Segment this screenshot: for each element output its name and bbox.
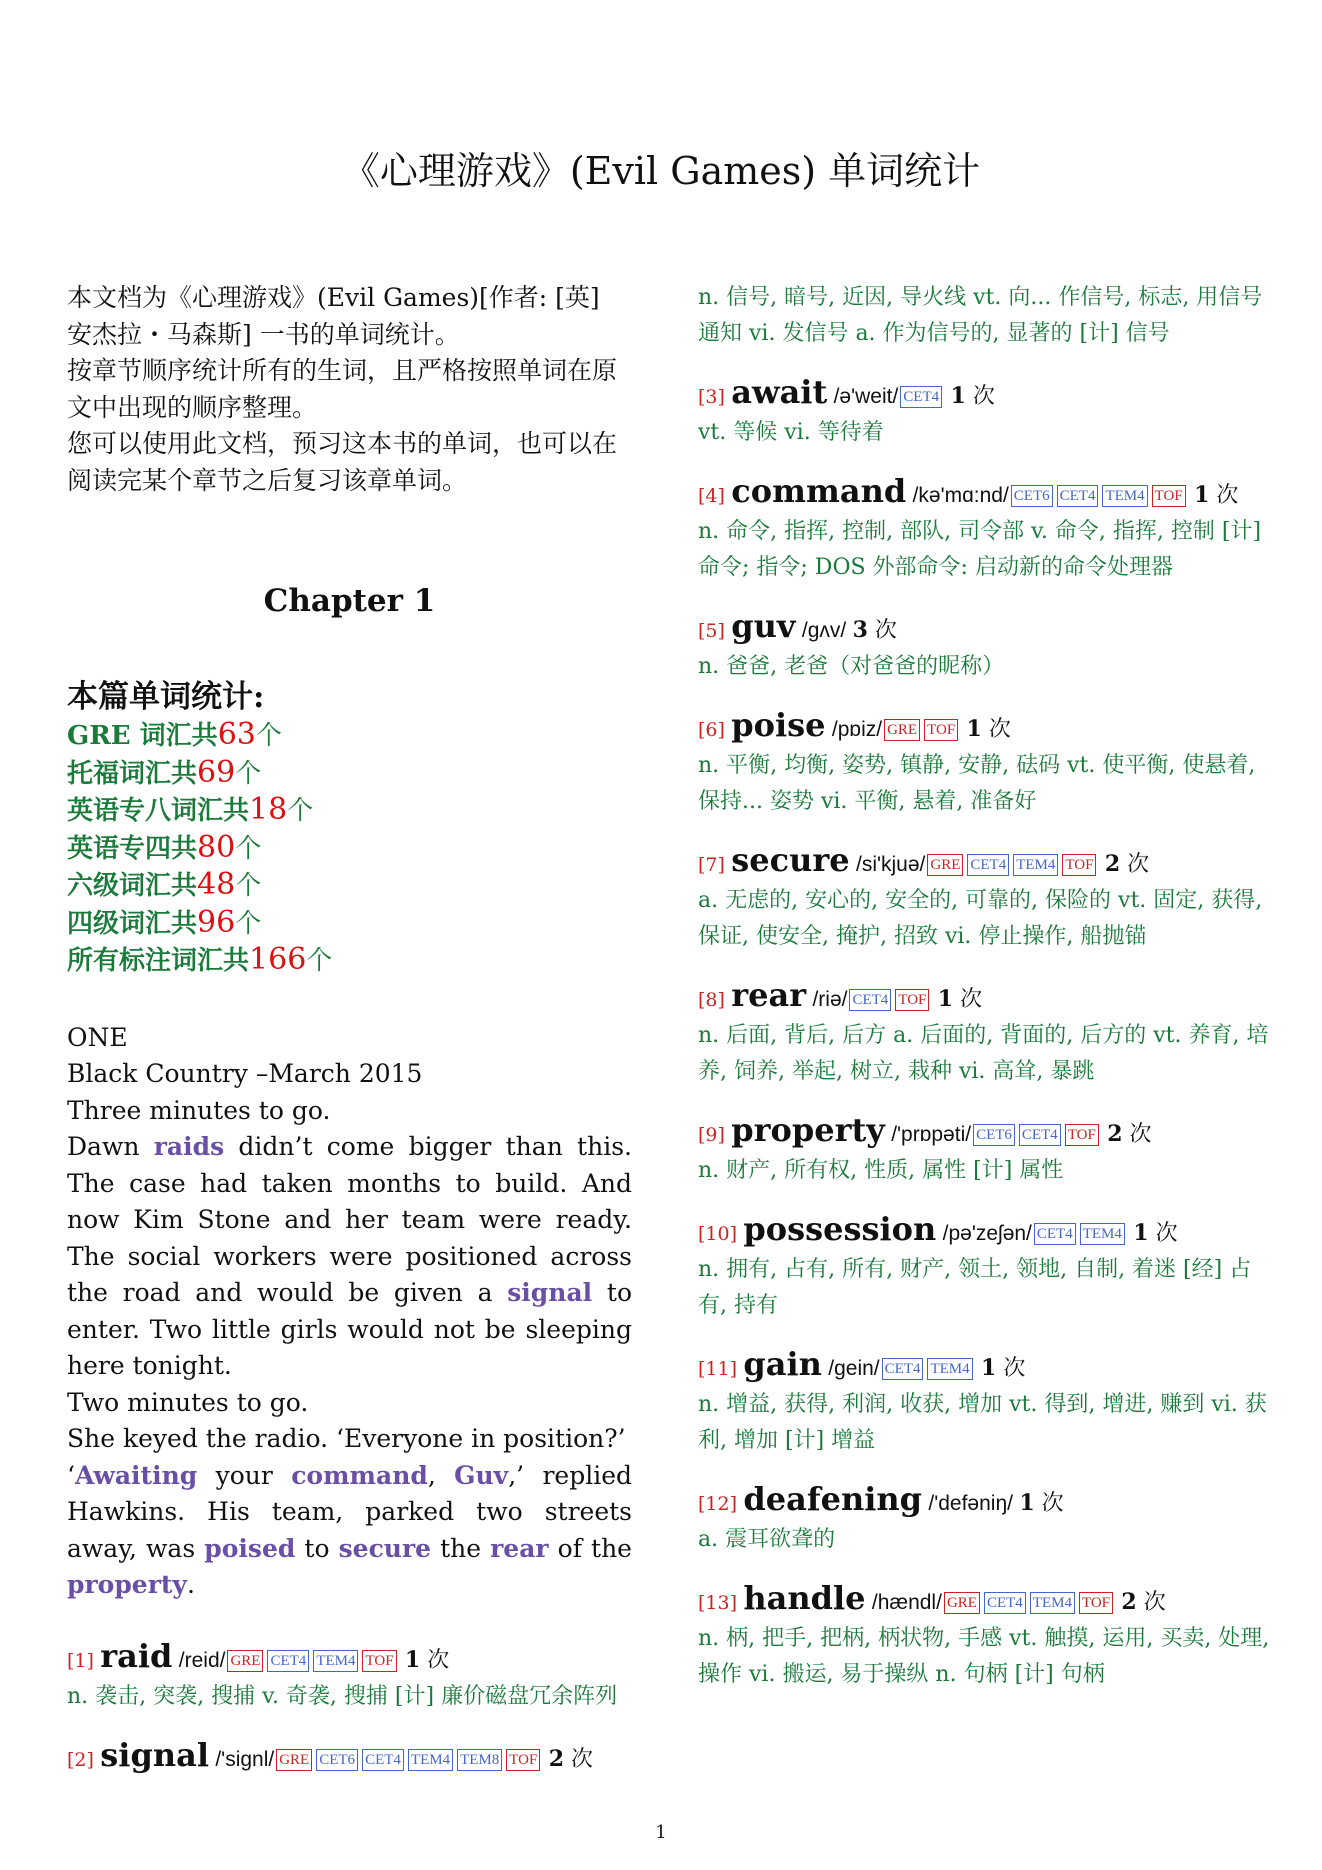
- story-line: Black Country –March 2015: [67, 1059, 423, 1088]
- stat-row: 托福词汇共69个: [67, 754, 262, 790]
- stat-row: GRE 词汇共63个: [67, 717, 282, 752]
- entry-phonetic: /'signl/: [215, 1747, 275, 1771]
- vocab-list-right: [698, 280, 1273, 1693]
- stat-row: 四级词汇共96个: [67, 904, 262, 940]
- entry-phonetic: /hændl/: [871, 1591, 942, 1614]
- entry-word: possession: [743, 1210, 937, 1248]
- stat-count: 96: [197, 904, 236, 940]
- entry-index: [3]: [698, 386, 725, 408]
- level-tag: GRE: [884, 719, 920, 741]
- entry-index: [4]: [698, 485, 725, 507]
- left-column: [67, 280, 632, 1778]
- entry-word: raid: [100, 1636, 173, 1675]
- entry-definition: n. 命令, 指挥, 控制, 部队, 司令部 v. 命令, 指挥, 控制 [计] 命令; 指令; DOS 外部命令: 启动新的命令处理器: [698, 519, 1262, 580]
- vocab-entry: [6] poise /pɒiz/ GRE TOF 1 次 n. 平衡, 均衡, 姿势, 镇静, 安静, 砝码 vt. 使平衡, 使悬着, 保持... 姿势 vi. 平衡, 悬着, 准备好: [698, 707, 1273, 820]
- level-tag: TEM4: [1030, 1592, 1075, 1614]
- entry-definition: n. 拥有, 占有, 所有, 财产, 领土, 领地, 自制, 着迷 [经] 占有, 持有: [698, 1257, 1252, 1318]
- entry-phonetic: /kə'mɑ:nd/: [912, 484, 1009, 507]
- vocab-entry: [11] gain /gein/ CET4 TEM4 1 次 n. 增益, 获得, 利润, 收获, 增加 vt. 得到, 增进, 赚到 vi. 获利, 增加 [计] 增益: [698, 1346, 1273, 1459]
- level-tag: TOF: [924, 719, 958, 741]
- highlight-word: property: [67, 1570, 187, 1599]
- page-title: 《心理游戏》(Evil Games) 单词统计: [341, 149, 981, 193]
- entry-count: 1: [966, 716, 982, 742]
- entry-phonetic: /ə'weit/: [833, 385, 899, 408]
- stat-count: 166: [249, 942, 307, 977]
- intro-line: 按章节顺序统计所有的生词，且严格按照单词在原文中出现的顺序整理。: [67, 356, 618, 422]
- level-tag: CET4: [967, 854, 1009, 876]
- highlight-word: rear: [490, 1533, 549, 1563]
- entry-index: [12]: [698, 1493, 738, 1515]
- entry-word: secure: [731, 841, 850, 879]
- level-tag: CET4: [849, 989, 891, 1011]
- entry-definition: vt. 等候 vi. 等待着: [698, 420, 884, 445]
- entry-definition: n. 袭击, 突袭, 搜捕 v. 奇袭, 搜捕 [计] 廉价磁盘冗余阵列: [67, 1683, 618, 1709]
- vocab-entry: [12] deafening /'defəniŋ/ 1 次 a. 震耳欲聋的: [698, 1481, 1273, 1558]
- level-tag: CET4: [984, 1592, 1026, 1614]
- chapter-heading: Chapter 1: [263, 583, 436, 619]
- entry-phonetic: /gein/: [828, 1357, 880, 1380]
- level-tag: GRE: [944, 1592, 980, 1614]
- entry-count: 1: [950, 383, 966, 409]
- entry-count: 1: [1194, 482, 1210, 508]
- highlight-word: raids: [153, 1132, 225, 1161]
- entry-word: property: [731, 1111, 885, 1149]
- stats-title: 本篇单词统计:: [67, 679, 265, 715]
- vocab-entry: [4] command /kə'mɑ:nd/ CET6 CET4 TEM4 TOF 1 次 n. 命令, 指挥, 控制, 部队, 司令部 v. 命令, 指挥, 控制 [计] 命令; 指令; DOS 外部命令: 启动新的命令处理器: [698, 473, 1273, 586]
- level-tag: CET4: [362, 1749, 404, 1771]
- vocab-list-left: [67, 1638, 632, 1778]
- highlight-word: Guv: [454, 1460, 509, 1490]
- level-tag: TOF: [506, 1749, 540, 1771]
- level-tag: CET6: [1011, 485, 1053, 507]
- vocab-entry: [3] await /ə'weit/ CET4 1 次 vt. 等候 vi. 等待着: [698, 374, 1273, 451]
- vocab-entry: [2] signal /'signl/ GRE CET6 CET4 TEM4 TEM8 TOF 2 次: [67, 1735, 594, 1774]
- stat-count: 63: [217, 717, 256, 752]
- entry-definition: n. 平衡, 均衡, 姿势, 镇静, 安静, 砝码 vt. 使平衡, 使悬着, 保持... 姿势 vi. 平衡, 悬着, 准备好: [698, 753, 1256, 814]
- stat-count: 48: [197, 867, 236, 902]
- level-tag: CET4: [1019, 1124, 1061, 1146]
- entry-count: 2: [1104, 851, 1121, 877]
- story-line: Two minutes to go.: [67, 1387, 309, 1417]
- level-tag: CET4: [1034, 1223, 1076, 1245]
- entry-definition: n. 增益, 获得, 利润, 收获, 增加 vt. 得到, 增进, 赚到 vi. 获利, 增加 [计] 增益: [698, 1392, 1267, 1453]
- entry-index: [7]: [698, 854, 725, 876]
- entry-definition: n. 柄, 把手, 把柄, 柄状物, 手感 vt. 触摸, 运用, 买卖, 处理, 操作 vi. 搬运, 易于操纵 n. 句柄 [计] 句柄: [698, 1626, 1270, 1687]
- entry-word: signal: [100, 1735, 209, 1774]
- entry-word: handle: [743, 1579, 866, 1617]
- entry-phonetic: /pə'zeʃən/: [942, 1222, 1032, 1245]
- level-tag: TOF: [1079, 1592, 1113, 1614]
- level-tag: TEM4: [1102, 485, 1147, 507]
- vocab-entry: [7] secure /si'kjuə/ GRE CET4 TEM4 TOF 2 次 a. 无虑的, 安心的, 安全的, 可靠的, 保险的 vt. 固定, 获得, 保证, 使安全, 掩护, 招致 vi. 停止操作, 船抛锚: [698, 842, 1273, 955]
- level-tag: TOF: [895, 989, 929, 1011]
- stat-row: 所有标注词汇共166个: [67, 942, 333, 977]
- entry-word: gain: [743, 1345, 822, 1383]
- intro-line: 本文档为《心理游戏》(Evil Games)[作者: [英] 安杰拉・马森斯] 一书的单词统计。: [67, 283, 600, 349]
- entry-count: 1: [1019, 1490, 1035, 1516]
- level-tag: CET4: [267, 1650, 309, 1672]
- entry-index: [6]: [698, 719, 725, 741]
- stat-count: 69: [197, 754, 236, 790]
- highlight-word: signal: [507, 1278, 593, 1307]
- level-tag: TEM4: [313, 1650, 358, 1672]
- right-column: [698, 280, 1273, 1693]
- story-paragraph: Dawn raids didn’t come bigger than this. The case had taken months to build. And now Kim Stone and her team were ready. The social workers were positioned across the road and would be given a signal to enter. Two little girls would not be sleeping here tonight.: [67, 1132, 632, 1380]
- level-tag: TOF: [1152, 485, 1186, 507]
- level-tag: CET6: [973, 1124, 1015, 1146]
- stat-count: 18: [249, 792, 288, 827]
- vocab-entry: [13] handle /hændl/ GRE CET4 TEM4 TOF 2 次 n. 柄, 把手, 把柄, 柄状物, 手感 vt. 触摸, 运用, 买卖, 处理, 操作 vi. 搬运, 易于操纵 n. 句柄 [计] 句柄: [698, 1580, 1273, 1693]
- entry-count: 1: [404, 1646, 421, 1673]
- level-tag: TEM4: [1013, 854, 1058, 876]
- vocab-entry: [5] guv /gʌv/ 3 次 n. 爸爸, 老爸（对爸爸的昵称）: [698, 608, 1273, 685]
- vocab-entry: [1] raid /reid/ GRE CET4 TEM4 TOF 1 次 n. 袭击, 突袭, 搜捕 v. 奇袭, 搜捕 [计] 廉价磁盘冗余阵列: [67, 1638, 632, 1715]
- entry-count: 3: [852, 617, 868, 643]
- level-tag: TEM4: [408, 1749, 453, 1771]
- entry-definition: a. 无虑的, 安心的, 安全的, 可靠的, 保险的 vt. 固定, 获得, 保证, 使安全, 掩护, 招致 vi. 停止操作, 船抛锚: [698, 888, 1263, 949]
- level-tag: TOF: [1065, 1124, 1099, 1146]
- intro-line: 您可以使用此文档，预习这本书的单词，也可以在阅读完某个章节之后复习该章单词。: [67, 429, 618, 495]
- highlight-word: Awaiting: [74, 1460, 198, 1490]
- entry-index: [10]: [698, 1223, 738, 1245]
- entry-count: 1: [981, 1355, 997, 1381]
- entry-index: [11]: [698, 1358, 738, 1380]
- entry-count: 1: [1133, 1220, 1149, 1246]
- vocab-entry: [9] property /'prɒpəti/ CET6 CET4 TOF 2 次 n. 财产, 所有权, 性质, 属性 [计] 属性: [698, 1112, 1273, 1189]
- level-tag: GRE: [276, 1749, 312, 1771]
- entry-word: poise: [731, 706, 826, 744]
- entry-word: command: [731, 472, 907, 510]
- level-tag: CET4: [882, 1358, 924, 1380]
- entry-count: 2: [548, 1745, 564, 1772]
- entry-index: [9]: [698, 1124, 725, 1146]
- entry-count: 2: [1121, 1589, 1137, 1615]
- entry-definition: n. 财产, 所有权, 性质, 属性 [计] 属性: [698, 1158, 1064, 1183]
- level-tag: TEM4: [927, 1358, 972, 1380]
- level-tag: CET4: [900, 386, 942, 408]
- vocab-entry: [10] possession /pə'zeʃən/ CET4 TEM4 1 次 n. 拥有, 占有, 所有, 财产, 领土, 领地, 自制, 着迷 [经] 占有, 持有: [698, 1211, 1273, 1324]
- entry-phonetic: /'prɒpəti/: [891, 1123, 972, 1146]
- entry-definition: n. 后面, 背后, 后方 a. 后面的, 背面的, 后方的 vt. 养育, 培养, 饲养, 举起, 树立, 栽种 vi. 高耸, 暴跳: [698, 1023, 1269, 1084]
- intro: [67, 280, 632, 499]
- level-tag: TOF: [1062, 854, 1096, 876]
- level-tag: CET4: [1057, 485, 1099, 507]
- entry-index: [13]: [698, 1592, 738, 1614]
- level-tag: GRE: [227, 1650, 263, 1672]
- story-line: ONE: [67, 1022, 128, 1052]
- entry-phonetic: /gʌv/: [801, 619, 847, 642]
- entry-word: rear: [731, 976, 807, 1014]
- level-tag: TOF: [362, 1650, 396, 1672]
- stats-list: [67, 717, 632, 980]
- entry-word: deafening: [743, 1480, 923, 1518]
- entry-count: 1: [937, 986, 954, 1012]
- vocab-entry: [8] rear /riə/ CET4 TOF 1 次 n. 后面, 背后, 后方 a. 后面的, 背面的, 后方的 vt. 养育, 培养, 饲养, 举起, 树立, 栽种 vi. 高耸, 暴跳: [698, 977, 1273, 1090]
- stat-row: 英语专八词汇共18个: [67, 792, 314, 827]
- entry-phonetic: /reid/: [178, 1648, 226, 1672]
- story-line: Three minutes to go.: [67, 1095, 331, 1125]
- page-number: 1: [655, 1822, 667, 1843]
- entry-phonetic: /pɒiz/: [831, 718, 883, 741]
- stat-row: 六级词汇共48个: [67, 867, 262, 902]
- highlight-word: command: [291, 1460, 428, 1490]
- entry-count: 2: [1107, 1121, 1123, 1147]
- entry-phonetic: /si'kjuə/: [855, 853, 926, 876]
- entry-word: await: [731, 373, 828, 411]
- entry-definition: a. 震耳欲聋的: [698, 1527, 836, 1552]
- entry-definition: n. 爸爸, 老爸（对爸爸的昵称）: [698, 654, 1005, 679]
- entry-word: guv: [731, 607, 796, 645]
- stat-count: 80: [197, 829, 236, 865]
- entry-index: [8]: [698, 989, 725, 1011]
- level-tag: TEM4: [1080, 1223, 1125, 1245]
- story-line: She keyed the radio. ‘Everyone in position?’: [67, 1424, 626, 1453]
- level-tag: TEM8: [457, 1749, 502, 1771]
- stat-row: 英语专四共80个: [67, 829, 262, 865]
- story-paragraph: ‘Awaiting your command, Guv,’ replied Hawkins. His team, parked two streets away, was poised to secure the rear of the property.: [67, 1460, 632, 1599]
- level-tag: CET6: [316, 1749, 358, 1771]
- story-text: [67, 1020, 632, 1604]
- entry-index: [1]: [67, 1649, 94, 1672]
- level-tag: GRE: [927, 854, 963, 876]
- entry-index: [2]: [67, 1748, 94, 1771]
- entry-index: [5]: [698, 620, 725, 642]
- highlight-word: poised: [204, 1533, 296, 1563]
- entry-phonetic: /riə/: [812, 988, 848, 1011]
- highlight-word: secure: [338, 1533, 432, 1563]
- entry-phonetic: /'defəniŋ/: [928, 1492, 1013, 1515]
- entry-definition: n. 信号, 暗号, 近因, 导火线 vt. 向... 作信号, 标志, 用信号通知 vi. 发信号 a. 作为信号的, 显著的 [计] 信号: [698, 285, 1263, 346]
